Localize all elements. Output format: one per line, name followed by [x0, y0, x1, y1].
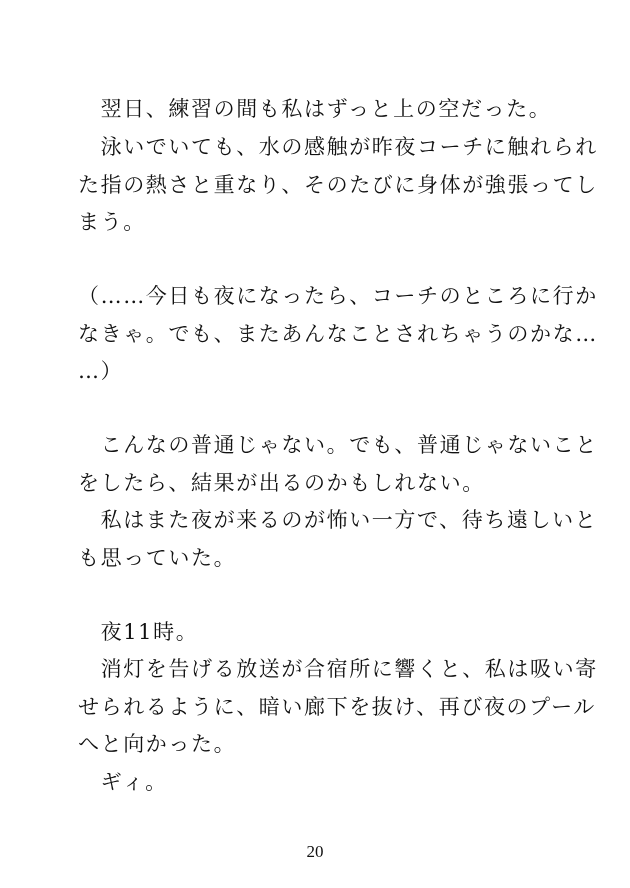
page-number: 20 — [306, 842, 324, 861]
text-line: こんなの普通じゃない。でも、普通じゃないこと — [78, 433, 598, 457]
text-line: せられるように、暗い廊下を抜け、再び夜のプール — [78, 695, 596, 719]
text-line: 翌日、練習の間も私はずっと上の空だった。 — [78, 97, 552, 121]
text-line: まう。 — [78, 210, 146, 234]
text-line: 夜11時。 — [78, 620, 199, 644]
text-line: をしたら、結果が出るのかもしれない。 — [78, 471, 485, 495]
text-line: た指の熱さと重なり、そのたびに身体が強張ってし — [78, 173, 598, 197]
text-line: へと向かった。 — [78, 732, 237, 756]
text-line: 消灯を告げる放送が合宿所に響くと、私は吸い寄 — [78, 657, 598, 681]
text-line: ギィ。 — [78, 770, 168, 794]
text-line: 泳いでいても、水の感触が昨夜コーチに触れられ — [78, 135, 598, 159]
text-line: 私はまた夜が来るのが怖い一方で、待ち遠しいと — [78, 508, 598, 532]
text-line: （……今日も夜になったら、コーチのところに行か — [78, 284, 598, 308]
text-line: なきゃ。でも、またあんなことされちゃうのかな… — [78, 322, 598, 346]
text-line: も思っていた。 — [78, 546, 237, 570]
text-line: …） — [78, 359, 124, 383]
